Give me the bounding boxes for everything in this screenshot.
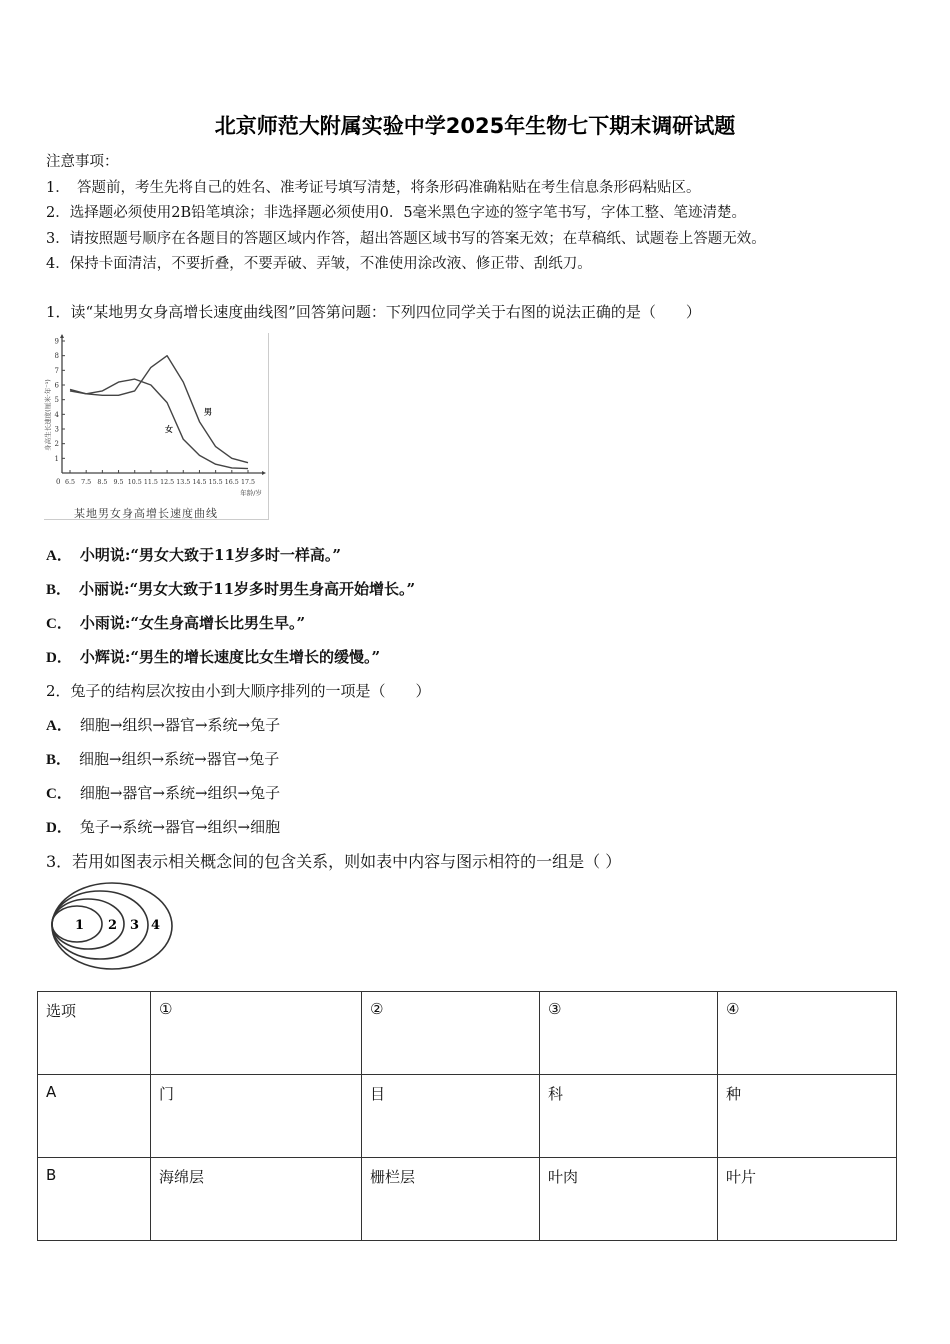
table-header-cell: ③ [540, 992, 718, 1075]
y-tick-label: 5 [54, 396, 59, 405]
option-label: D． [46, 820, 72, 836]
option-text: 细胞→组织→系统→器官→兔子 [79, 750, 280, 768]
male-series-line [70, 356, 248, 463]
table-row [38, 1158, 897, 1241]
x-tick-label: 16.5 [224, 479, 239, 486]
question-1-option-d[interactable] [46, 646, 380, 667]
x-tick-label: 17.5 [240, 479, 256, 486]
y-tick-label: 6 [54, 381, 59, 390]
notice-item: 2．选择题必须使用2B铅笔填涂；非选择题必须使用0．5毫米黑色字迹的签字笔书写，字体工整、笔迹清楚。 [46, 205, 747, 221]
question-2-stem: 2．兔子的结构层次按由小到大顺序排列的一项是（ ） [46, 682, 431, 700]
x-tick-label: 14.5 [192, 479, 207, 486]
question-2-option-c[interactable] [46, 782, 280, 803]
table-header-cell: 选项 [38, 992, 151, 1075]
option-label: C． [46, 616, 72, 632]
female-label: 女 [165, 424, 173, 434]
y-tick-label: 7 [54, 366, 59, 375]
x-tick-label: 12.5 [160, 479, 175, 486]
table-header-cell: ④ [718, 992, 897, 1075]
option-text: 小明说:“男女大致于11岁多时一样高。” [79, 546, 342, 564]
table-cell: 海绵层 [151, 1158, 362, 1241]
table-cell: 目 [362, 1075, 540, 1158]
notice-item: 3．请按照题号顺序在各题目的答题区域内作答，超出答题区域书写的答案无效；在草稿纸、试题卷上答题无效。 [46, 230, 766, 247]
x-tick-label: 6.5 [64, 479, 76, 486]
x-tick-label: 15.5 [208, 479, 223, 486]
notice-item: 4．保持卡面清洁，不要折叠，不要弄破、弄皱，不准使用涂改液、修正带、刮纸刀。 [46, 256, 592, 272]
table-header-row [38, 992, 897, 1075]
table-cell: 门 [151, 1075, 362, 1158]
x-tick-label: 7.5 [81, 479, 92, 486]
x-axis-label: 年龄/岁 [240, 489, 262, 497]
female-series-line [70, 379, 248, 469]
notice-section [46, 150, 766, 278]
venn-label-3: 3 [130, 918, 140, 933]
options-table [37, 991, 897, 1241]
option-text: 小雨说:“女生身高增长比男生早。” [79, 614, 306, 632]
option-label: B． [46, 582, 72, 598]
y-tick-label: 4 [54, 410, 59, 419]
y-tick-label: 1 [54, 454, 59, 463]
table-cell: 栅栏层 [362, 1158, 540, 1241]
x-tick-label: 10.5 [127, 479, 142, 486]
table-cell: 叶肉 [540, 1158, 718, 1241]
question-2-option-d[interactable] [46, 816, 280, 837]
option-text: 小丽说:“男女大致于11岁多时男生身高开始增长。” [79, 580, 416, 598]
line-chart [44, 333, 268, 519]
y-axis-label: 身高生长速度(厘米·年⁻¹) [44, 379, 52, 451]
venn-label-1: 1 [75, 918, 85, 933]
venn-label-2: 2 [108, 918, 118, 933]
table-cell: 种 [718, 1075, 897, 1158]
question-2-option-b[interactable] [46, 748, 279, 769]
table-cell: 科 [540, 1075, 718, 1158]
table-header-cell: ② [362, 992, 540, 1075]
question-3-stem: 3．若用如图表示相关概念间的包含关系，则如表中内容与图示相符的一组是（ ） [46, 852, 622, 871]
table-cell: B [38, 1158, 151, 1241]
option-text: 细胞→组织→器官→系统→兔子 [79, 716, 281, 734]
table-cell: 叶片 [718, 1158, 897, 1241]
y-tick-label: 9 [54, 337, 59, 346]
x-tick-label: 0 [56, 478, 61, 486]
x-tick-label: 8.5 [97, 479, 108, 486]
question-1-option-a[interactable] [46, 544, 341, 565]
page-title: 北京师范大附属实验中学2025年生物七下期末调研试题 [214, 114, 736, 138]
x-tick-label: 11.5 [143, 479, 158, 486]
y-tick-label: 8 [54, 352, 59, 361]
option-label: A． [46, 718, 72, 734]
notice-item: 1． 答题前，考生先将自己的姓名、准考证号填写清楚，将条形码准确粘贴在考生信息条形码粘贴区。 [46, 179, 701, 196]
y-tick-label: 2 [54, 440, 59, 449]
chart-caption: 某地男女身高增长速度曲线 [74, 507, 218, 520]
notice-heading: 注意事项： [46, 154, 119, 170]
question-1-option-c[interactable] [46, 612, 305, 633]
x-tick-label: 9.5 [113, 479, 124, 486]
option-label: A． [46, 548, 72, 564]
option-label: C． [46, 786, 72, 802]
x-tick-label: 13.5 [176, 479, 191, 486]
option-text: 兔子→系统→器官→组织→细胞 [79, 818, 281, 836]
option-label: D． [46, 650, 72, 666]
option-text: 细胞→器官→系统→组织→兔子 [79, 784, 281, 802]
question-2-option-a[interactable] [46, 714, 280, 735]
male-label: 男 [204, 407, 212, 417]
venn-label-4: 4 [151, 918, 161, 933]
x-axis-arrow-icon [262, 471, 266, 475]
y-tick-label: 3 [54, 425, 59, 434]
question-1-stem: 1．读“某地男女身高增长速度曲线图”回答第问题：下列四位同学关于右图的说法正确的是（ ） [46, 303, 701, 321]
question-1-option-b[interactable] [46, 578, 415, 599]
y-axis-arrow-icon [60, 334, 64, 338]
table-cell: A [38, 1075, 151, 1158]
option-label: B． [46, 752, 72, 768]
growth-speed-chart [44, 333, 269, 520]
table-row [38, 1075, 897, 1158]
nested-ellipses-diagram [50, 880, 175, 972]
table-header-cell: ① [151, 992, 362, 1075]
option-text: 小辉说:“男生的增长速度比女生增长的缓慢。” [79, 648, 381, 666]
